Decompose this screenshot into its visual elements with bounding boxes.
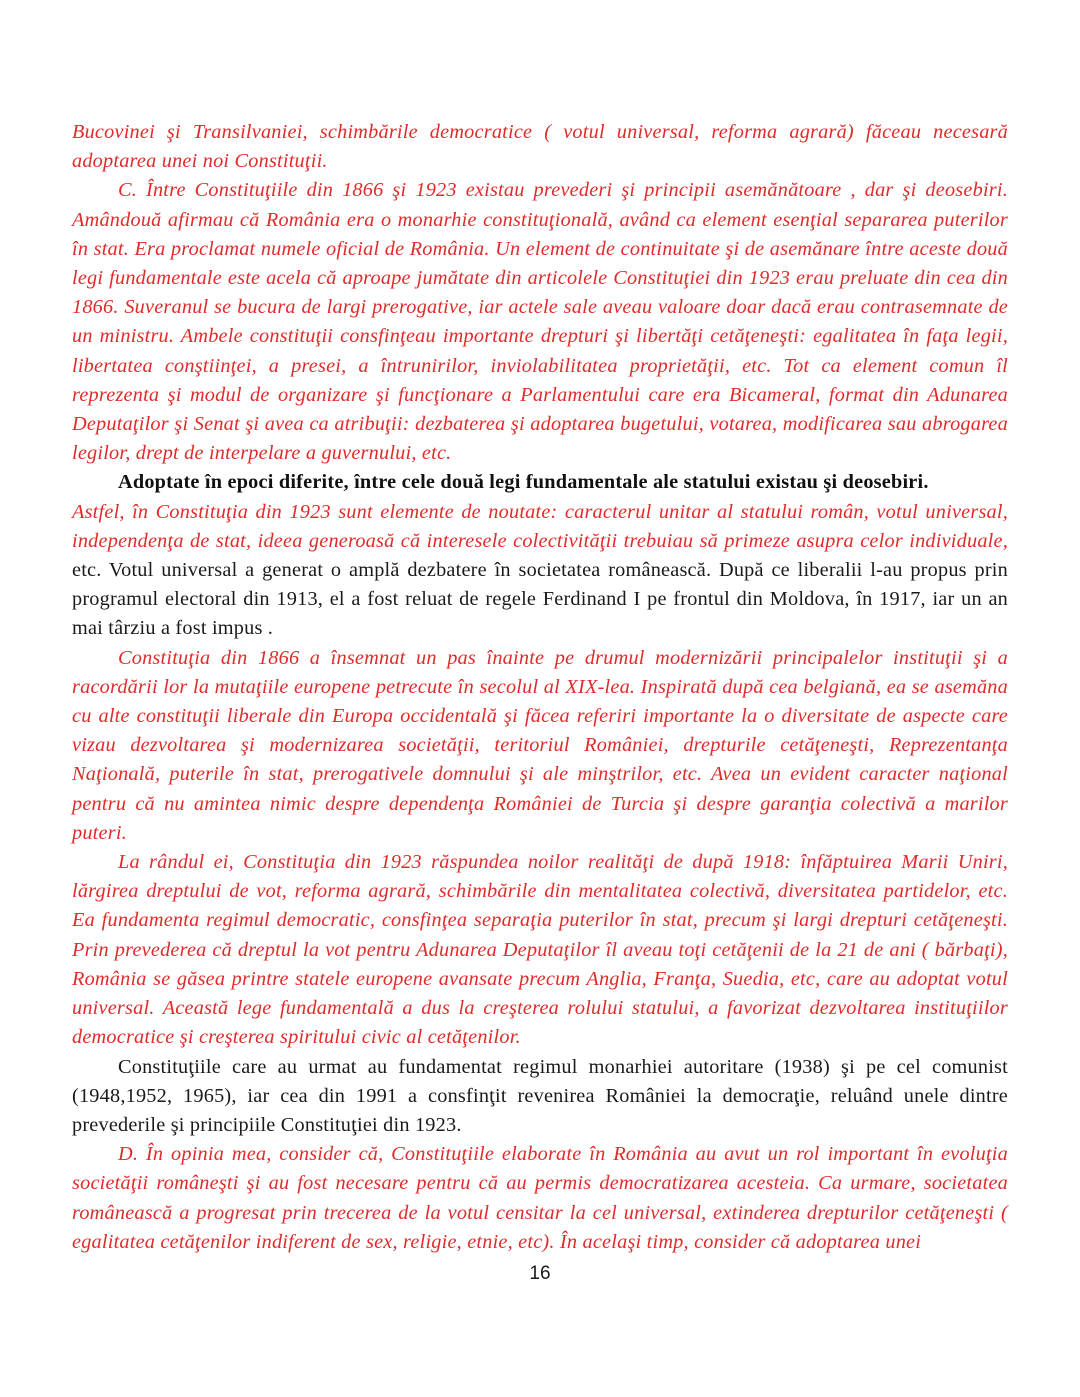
- paragraph-mixed-astfel: [72, 498, 1008, 644]
- paragraph-constitutia-1923: La rândul ei, Constituţia din 1923 răspundea noilor realităţi de după 1918: înfăptuirea Marii Uniri, lărgirea dreptului de vot, reforma agrară, schimbările din mentalitatea colectivă, diversitatea partidelor, etc. Ea fundamenta regimul democratic, consfinţea separaţia puterilor în stat, precum şi largi drepturi cetăţeneşti. Prin prevederea că dreptul la vot pentru Adunarea Deputaţilor îl aveau toţi cetăţenii de la 21 de ani ( bărbaţi), România se găsea printre statele europene avansate precum Anglia, Franţa, Suedia, etc, care au adoptat votul universal. Această lege fundamentală a dus la creşterea rolului statului, a favorizat dezvoltarea instituţiilor democratice şi creşterea spiritului civic al cetăţenilor.: [72, 851, 1008, 1049]
- paragraph-constitutiile-urmatoare: Constituţiile care au urmat au fundamentat regimul monarhiei autoritare (1938) şi pe cel comunist (1948,1952, 1965), iar cea din 1991 a consfinţit revenirea României la democraţie, reluând unele dintre prevederile şi principiile Constituţiei din 1923.: [72, 1055, 1008, 1136]
- document-text-body: [72, 118, 1008, 1257]
- paragraph-section-d: D. În opinia mea, consider că, Constituţiile elaborate în România au avut un rol important în evoluţia societăţii româneşti şi au fost necesare pentru că au permis democratizarea acesteia. Ca urmare, societatea românească a progresat prin trecerea de la votul censitar la cel universal, extinderea drepturilor cetăţeneşti ( egalitatea cetăţenilor indiferent de sex, religie, etnie, etc). În acelaşi timp, consider că adoptarea unei: [72, 1143, 1008, 1253]
- paragraph-bold-heading: Adoptate în epoci diferite, între cele două legi fundamentale ale statului existau şi deosebiri.: [118, 471, 929, 494]
- page-number: 16: [529, 1263, 551, 1284]
- paragraph-mixed-black-part: etc. Votul universal a generat o amplă dezbatere în societatea românească. După ce liberalii l-au propus prin programul electoral din 1913, el a fost reluat de regele Ferdinand I pe frontul din Moldova, în 1917, iar un an mai târziu a fost impus .: [72, 559, 1008, 640]
- paragraph-constitutia-1866: Constituţia din 1866 a însemnat un pas înainte pe drumul modernizării principalelor instituţii şi a racordării lor la mutaţiile europene petrecute în secolul al XIX-lea. Inspirată după cea belgiană, ea se asemăna cu alte constituţii liberale din Europa occidentală şi făcea referiri importante la o diversitate de aspecte care vizau dezvoltarea şi modernizarea societăţii, teritoriul României, drepturile cetăţeneşti, Reprezentanţa Naţională, puterile în stat, prerogativele domnului şi ale minştrilor, etc. Avea un evident caracter naţional pentru că nu amintea nimic despre dependenţa României de Turcia şi despre garanţia colectivă a marilor puteri.: [72, 646, 1008, 844]
- paragraph-section-c: C. Între Constituţiile din 1866 şi 1923 existau prevederi şi principii asemănătoare , dar şi deosebiri. Amândouă afirmau că România era o monarhie constituţională, având ca element esenţial separarea puterilor în stat. Era proclamat numele oficial de România. Un element de continuitate şi de asemănare între aceste două legi fundamentale este acela că aproape jumătate din articolele Constituţiei din 1923 erau preluate din cea din 1866. Suveranul se bucura de largi prerogative, iar actele sale aveau valoare doar dacă erau contrasemnate de un ministru. Ambele constituţii consfinţeau importante drepturi şi libertăţi cetăţeneşti: egalitatea în faţa legii, libertatea conştiinţei, a presei, a întrunirilor, inviolabilitatea proprietăţii, etc. Tot ca element comun îl reprezenta şi modul de organizare şi funcţionare a Parlamentului care era Bicameral, format din Adunarea Deputaţilor şi Senat şi avea ca atribuţii: dezbaterea şi adoptarea bugetului, votarea, modificarea sau abrogarea legilor, drept de interpelare a guvernului, etc.: [72, 179, 1008, 465]
- paragraph-mixed-red-part: Astfel, în Constituţia din 1923 sunt elemente de noutate: caracterul unitar al statului român, votul universal, independenţa de stat, ideea generoasă că interesele colectivităţii trebuiau să primeze asupra celor individuale,: [72, 500, 1008, 552]
- paragraph-continuation: Bucovinei şi Transilvaniei, schimbările democratice ( votul universal, reforma agrară) făceau necesară adoptarea unei noi Constituţii.: [72, 121, 1008, 173]
